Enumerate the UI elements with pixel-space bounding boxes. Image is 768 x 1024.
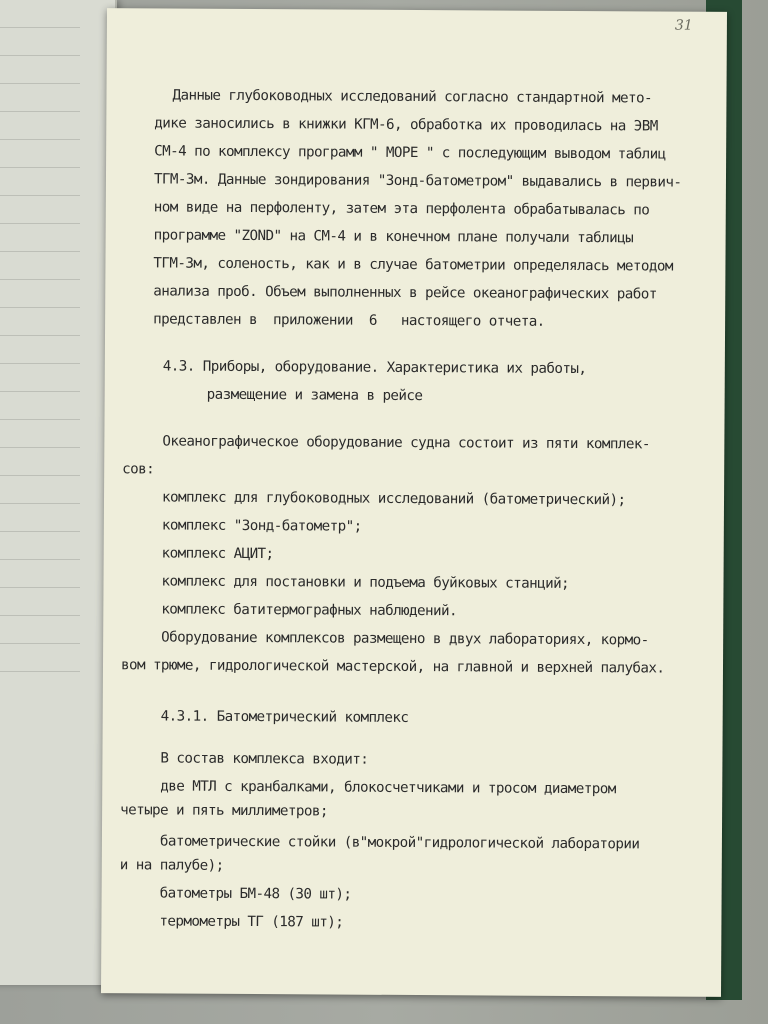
section-heading: размещение и замена в рейсе bbox=[206, 386, 423, 405]
paragraph-line: сов: bbox=[122, 461, 155, 478]
paragraph-line: программе "ZOND" на СМ-4 и в конечном плане получали таблицы bbox=[153, 227, 634, 247]
paragraph-line: дике заносились в книжки КГМ-6, обработка их проводилась на ЭВМ bbox=[154, 115, 658, 135]
list-item: комплекс АЦИТ; bbox=[161, 545, 274, 563]
paragraph-line: СМ-4 по комплексу программ " МОРЕ " с последующим выводом таблиц bbox=[154, 143, 666, 163]
paragraph-line: ТГМ-3м, соленость, как и в случае батометрии определялась методом bbox=[153, 255, 673, 275]
paragraph-line: представлен в приложении 6 настоящего отчета. bbox=[153, 311, 545, 330]
list-item: комплекс батитермографных наблюдений. bbox=[161, 601, 458, 620]
list-item: и на палубе); bbox=[119, 857, 224, 874]
list-item: комплекс для глубоководных исследований (батометрический); bbox=[161, 489, 626, 509]
section-heading: 4.3. Приборы, оборудование. Характеристика их работы, bbox=[162, 358, 587, 378]
paragraph-line: Данные глубоководных исследований согласно стандартной мето- bbox=[172, 87, 653, 107]
paragraph-line: В состав комплекса входит: bbox=[160, 750, 369, 768]
list-item: батометры БМ-48 (30 шт); bbox=[159, 885, 352, 903]
underlying-page bbox=[0, 0, 117, 985]
list-item: две МТЛ с кранбалками, блокосчетчиками и тросом диаметром bbox=[160, 778, 616, 798]
underlying-page-lines bbox=[0, 0, 115, 985]
subsection-heading: 4.3.1. Батометрический комплекс bbox=[160, 708, 409, 726]
page-number: 31 bbox=[674, 17, 693, 34]
list-item: комплекс "Зонд-батометр"; bbox=[161, 517, 362, 535]
list-item: термометры ТГ (187 шт); bbox=[159, 913, 344, 931]
document-page bbox=[101, 8, 727, 997]
paragraph-line: вом трюме, гидрологической мастерской, на главной и верхней палубах. bbox=[120, 657, 665, 677]
list-item: батометрические стойки (в"мокрой"гидрологической лаборатории bbox=[159, 833, 640, 853]
paragraph-line: Оборудование комплексов размещено в двух лабораториях, кормо- bbox=[161, 629, 649, 649]
paragraph-line: Океанографическое оборудование судна состоит из пяти комплек- bbox=[162, 433, 650, 453]
list-item: четыре и пять миллиметров; bbox=[120, 802, 328, 820]
paragraph-line: ном виде на перфоленту, затем эта перфолента обрабатывалась по bbox=[153, 199, 650, 219]
page-text bbox=[101, 8, 727, 997]
paragraph-line: ТГМ-3м. Данные зондирования "Зонд-батометром" выдавались в первич- bbox=[153, 171, 682, 191]
paragraph-line: анализа проб. Объем выполненных в рейсе океанографических работ bbox=[153, 283, 657, 303]
list-item: комплекс для постановки и подъема буйковых станций; bbox=[161, 573, 570, 592]
